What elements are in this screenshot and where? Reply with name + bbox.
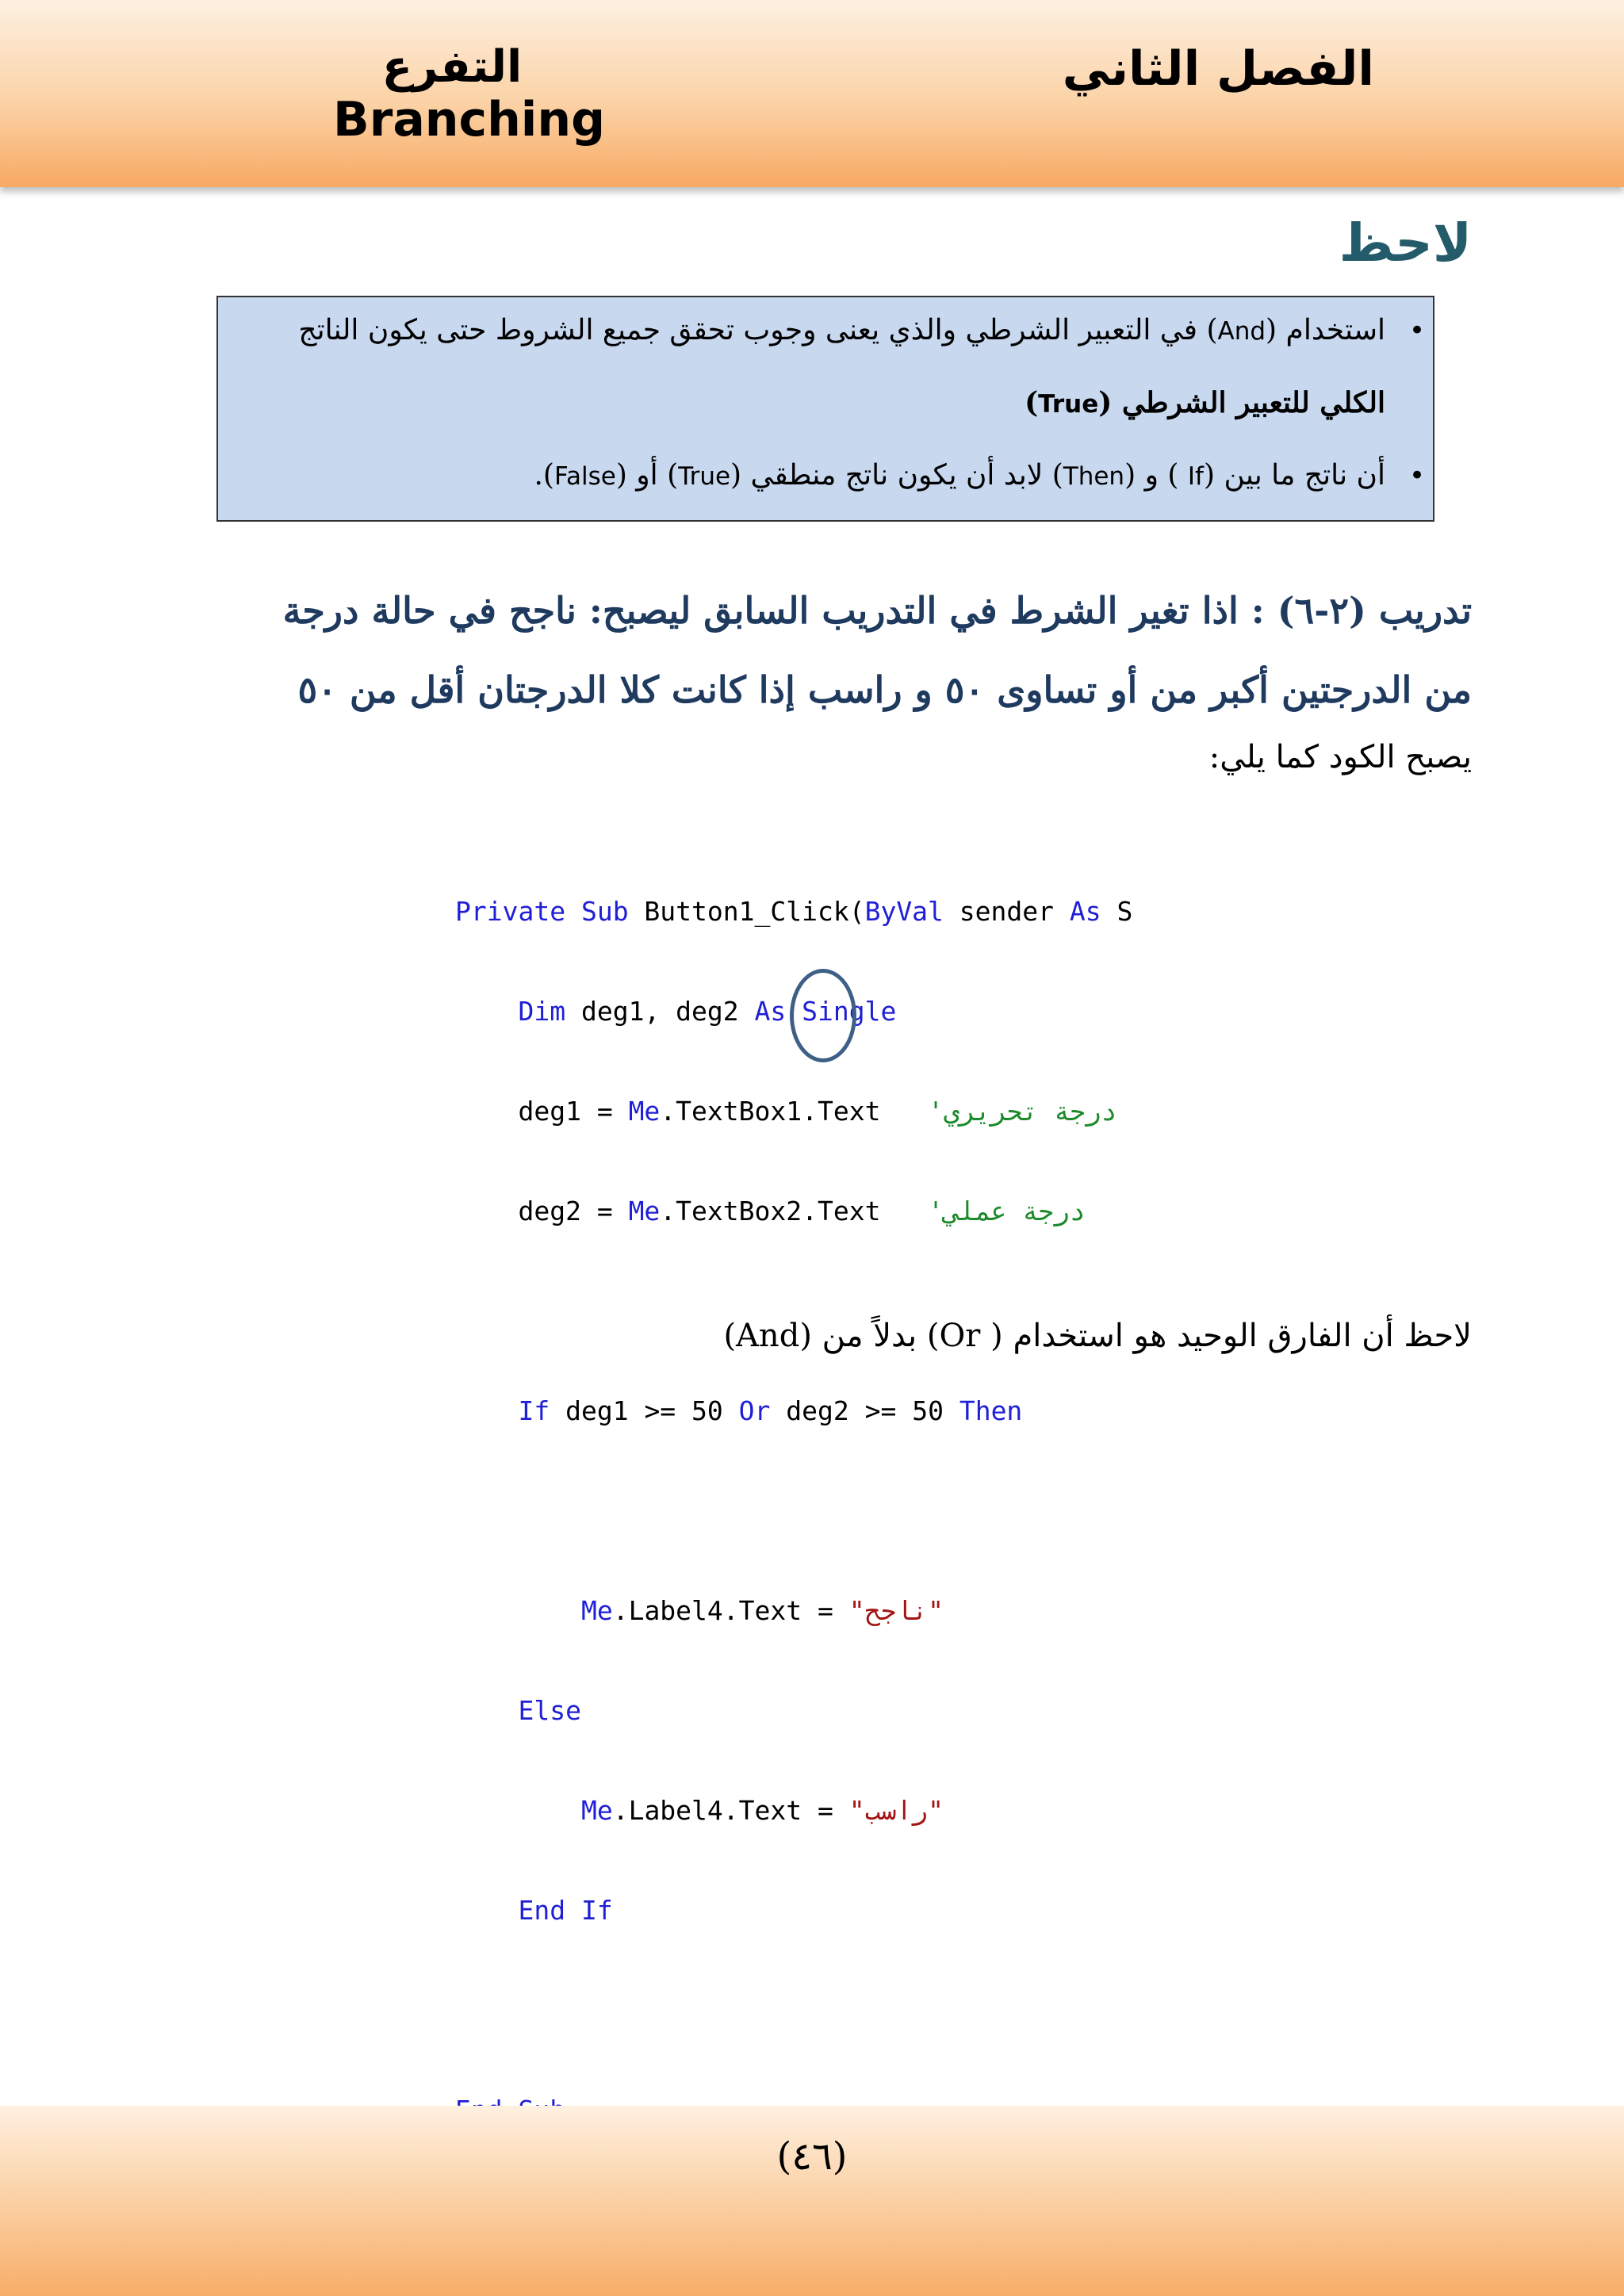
page-footer bbox=[0, 2106, 1624, 2296]
code-line-deg2: deg2 = Me.TextBox2.Text 'درجة عملي bbox=[518, 1196, 1086, 1226]
bullet-icon: • bbox=[1408, 460, 1425, 492]
note-heading: لاحظ bbox=[1339, 212, 1472, 274]
chapter-title: الفصل الثاني bbox=[1062, 41, 1374, 97]
topic-title bbox=[333, 41, 606, 147]
code-line-deg1: deg1 = Me.TextBox1.Text 'درجة تحريري bbox=[518, 1096, 1117, 1127]
code-line-pass: Me.Label4.Text = "ناجح" bbox=[580, 1595, 944, 1626]
code-line-sub-declaration: Private Sub Button1_Click(ByVal sender As S bbox=[455, 896, 1133, 927]
note-item-and bbox=[242, 312, 1425, 423]
page-header bbox=[0, 0, 1624, 187]
exercise-line-1: تدريب (٢-٦) : اذا تغير الشرط في التدريب السابق ليصبح: ناجح في حالة درجة bbox=[282, 589, 1472, 632]
exercise-statement bbox=[124, 571, 1472, 729]
footnote-text: لاحظ أن الفارق الوحيد هو استخدام ( Or) بدلاً من (And) bbox=[723, 1318, 1472, 1354]
code-line-else: Else bbox=[518, 1695, 581, 1726]
exercise-line-2: من الدرجتين أكبر من أو تساوى ٥٠ و راسب إذا كانت كلا الدرجتان أقل من ٥٠ bbox=[297, 668, 1472, 711]
note-item-and-line2: الكلي للتعبير الشرطي (True) bbox=[1025, 386, 1385, 419]
note-box bbox=[216, 296, 1434, 522]
code-line-if: If deg1 >= 50 Or deg2 >= 50 Then bbox=[518, 1395, 1023, 1426]
note-item-if-then-line: أن ناتج ما بين (If ) و (Then) لابد أن يكون ناتج منطقي (True) أو (False). bbox=[534, 459, 1385, 492]
or-operator: Or bbox=[738, 1395, 771, 1426]
code-line-end-if: End If bbox=[518, 1895, 613, 1926]
note-item-if-then bbox=[242, 457, 1425, 496]
topic-title-english: Branching bbox=[333, 92, 606, 147]
page-number: (٤٦) bbox=[776, 2134, 848, 2179]
code-intro-text: يصبح الكود كما يلي: bbox=[1208, 739, 1472, 775]
code-line-fail: Me.Label4.Text = "راسب" bbox=[580, 1795, 944, 1826]
or-highlight-circle bbox=[790, 969, 856, 1062]
note-item-and-line1: استخدام (And) في التعبير الشرطي والذي يعنى وجوب تحقق جميع الشروط حتى يكون الناتج bbox=[298, 314, 1385, 346]
topic-title-arabic: التفرع bbox=[381, 41, 523, 93]
bullet-icon: • bbox=[1408, 315, 1425, 346]
code-line-dim: Dim deg1, deg2 As Single bbox=[518, 996, 897, 1027]
